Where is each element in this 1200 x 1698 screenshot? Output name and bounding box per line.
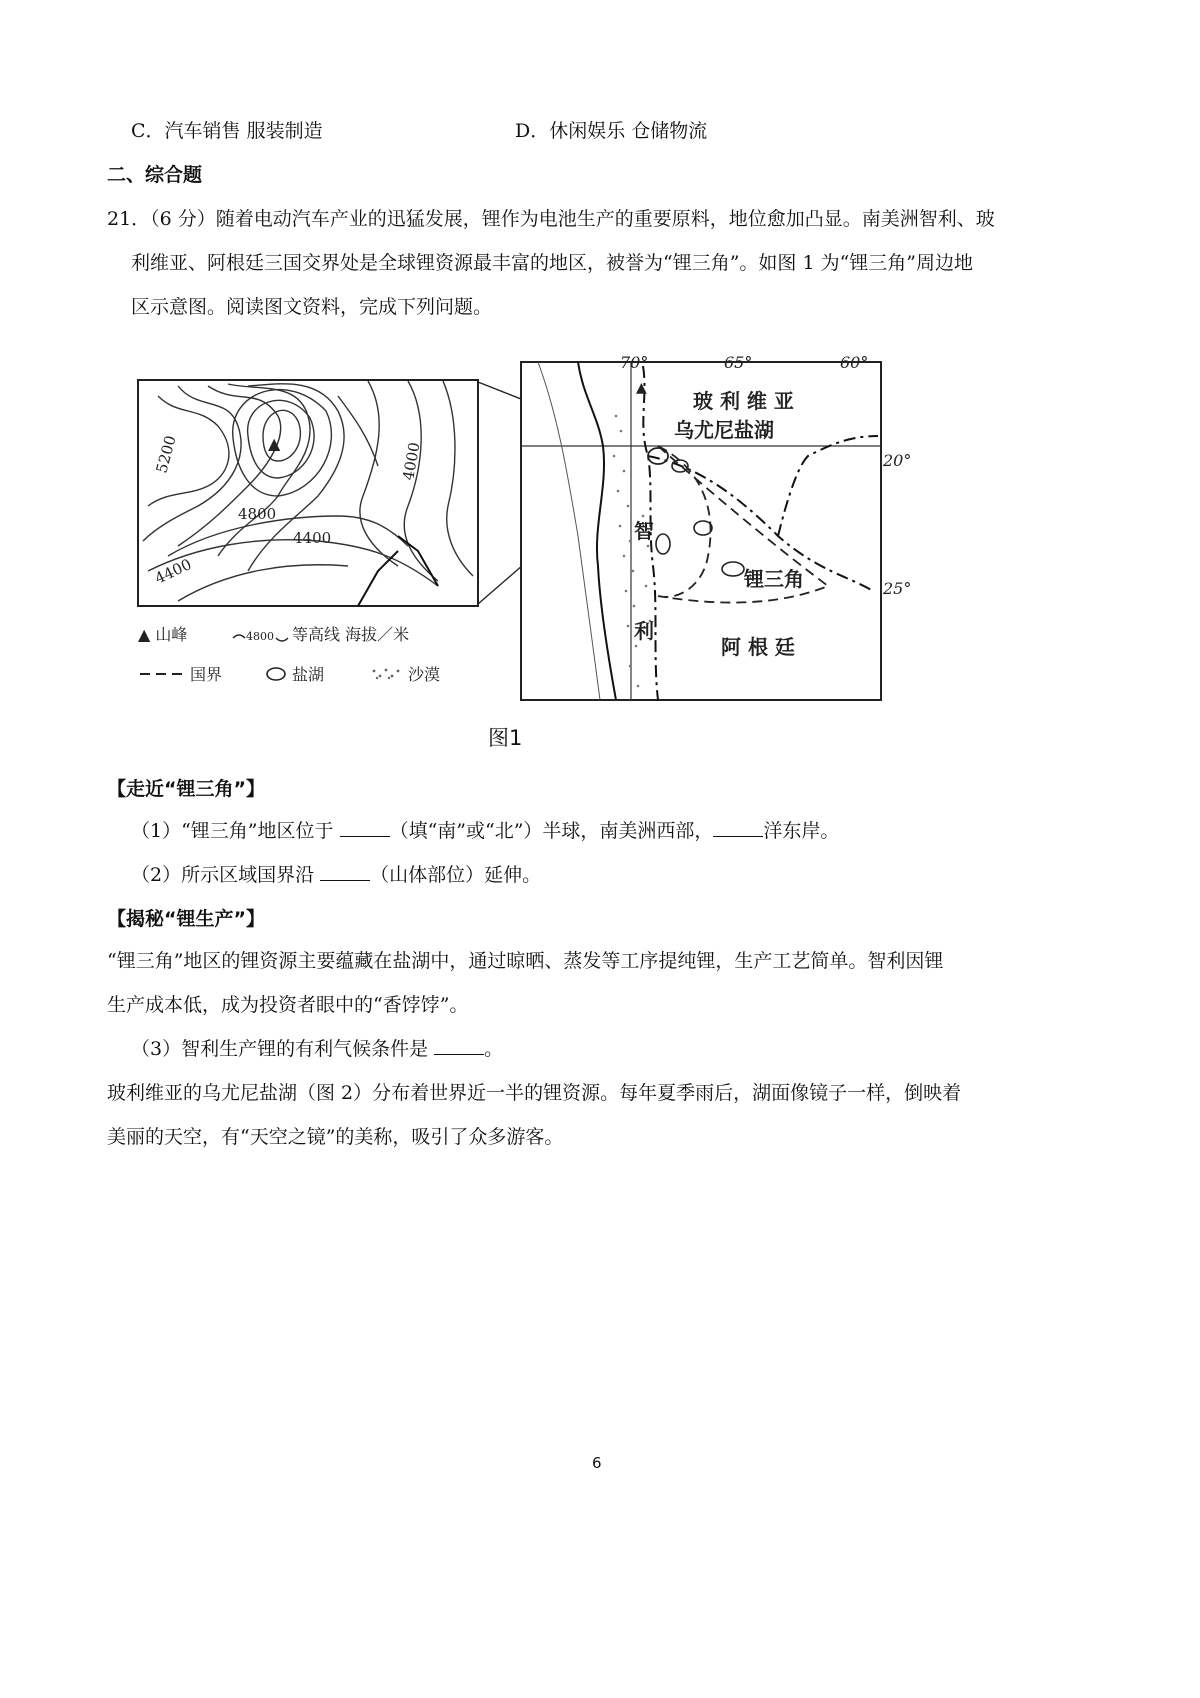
question-1-text-a: （1）“锂三角”地区位于	[131, 820, 340, 842]
part-2-heading: 【揭秘“锂生产”】	[107, 908, 265, 930]
label-argentina: 阿 根 廷	[721, 635, 795, 659]
part-3-paragraph-line-2: 美丽的天空，有“天空之镜”的美称，吸引了众多游客。	[107, 1126, 564, 1148]
answer-blank-2[interactable]	[713, 818, 763, 837]
longitude-70: 70°	[620, 353, 649, 372]
part-2-paragraph-line-2: 生产成本低，成为投资者眼中的“香饽饽”。	[107, 994, 469, 1016]
question-2-text-a: （2）所示区域国界沿	[131, 864, 321, 886]
salt-lake-icon	[267, 668, 285, 680]
question-1-text-c: 洋东岸。	[763, 820, 840, 842]
answer-blank-4[interactable]	[434, 1036, 484, 1055]
section-title: 二、综合题	[107, 164, 203, 186]
label-chile-1: 智	[634, 519, 654, 543]
part-3-paragraph-line-1: 玻利维亚的乌尤尼盐湖（图 2）分布着世界近一半的锂资源。每年夏季雨后，湖面像镜子一样，倒映着	[107, 1082, 962, 1104]
legend-desert: 沙漠	[408, 665, 441, 684]
longitude-65: 65°	[724, 353, 753, 372]
question-2-text-b: （山体部位）延伸。	[370, 864, 542, 886]
map-peak-icon: ▲	[636, 380, 647, 396]
option-c: C．汽车销售 服装制造	[131, 120, 323, 142]
latitude-25: 25°	[883, 579, 912, 598]
page-number: 6	[592, 1454, 602, 1472]
contour-label-4800: 4800	[238, 505, 277, 523]
option-d: D．休闲娱乐 仓储物流	[515, 120, 708, 142]
question-3	[131, 1034, 503, 1061]
part-1-heading: 【走近“锂三角”】	[107, 778, 265, 800]
question-3-text-a: （3）智利生产锂的有利气候条件是	[131, 1038, 435, 1060]
desert-icon	[373, 669, 400, 680]
legend-contour: 等高线 海拔／米	[292, 625, 410, 644]
label-chile-2: 利	[634, 619, 654, 643]
question-21-line-2: 利维亚、阿根廷三国交界处是全球锂资源最丰富的地区，被誉为“锂三角”。如图 1 为“锂三角”周边地	[131, 252, 974, 274]
question-21-line-1: 21．（6 分）随着电动汽车产业的迅猛发展，锂作为电池生产的重要原料，地位愈加凸显。南美洲智利、玻	[107, 208, 995, 230]
question-3-text-b: 。	[484, 1038, 504, 1060]
legend-border: 国界	[190, 665, 223, 684]
longitude-60: 60°	[840, 353, 869, 372]
label-bolivia: 玻 利 维 亚	[693, 389, 794, 413]
label-lithium-triangle: 锂三角	[744, 567, 804, 591]
legend-salt-lake: 盐湖	[292, 665, 325, 684]
answer-blank-1[interactable]	[340, 818, 390, 837]
contour-label-4400-b: 4400	[152, 555, 195, 588]
part-2-paragraph-line-1: “锂三角”地区的锂资源主要蕴藏在盐湖中，通过晾晒、蒸发等工序提纯锂，生产工艺简单。智利因锂	[107, 950, 944, 972]
question-1	[131, 816, 839, 843]
figure-1-drawing	[138, 353, 912, 706]
question-21-line-3: 区示意图。阅读图文资料，完成下列问题。	[131, 296, 493, 318]
contour-label-5200: 5200	[152, 433, 180, 476]
answer-blank-3[interactable]	[320, 862, 370, 881]
peak-icon: ▲	[268, 434, 281, 453]
legend-peak: ▲ 山峰	[138, 625, 188, 644]
map-legend	[138, 625, 440, 684]
label-salar-de-uyuni: 乌尤尼盐湖	[674, 418, 774, 442]
question-2	[131, 860, 541, 887]
question-1-text-b: （填“南”或“北”）半球，南美洲西部，	[389, 820, 714, 842]
legend-contour-sample: 4800	[246, 630, 274, 643]
latitude-20: 20°	[883, 451, 912, 470]
contour-label-4000: 4000	[399, 440, 424, 482]
figure-caption: 图1	[488, 726, 523, 750]
figure-1	[138, 353, 912, 711]
contour-label-4400-a: 4400	[293, 529, 332, 547]
